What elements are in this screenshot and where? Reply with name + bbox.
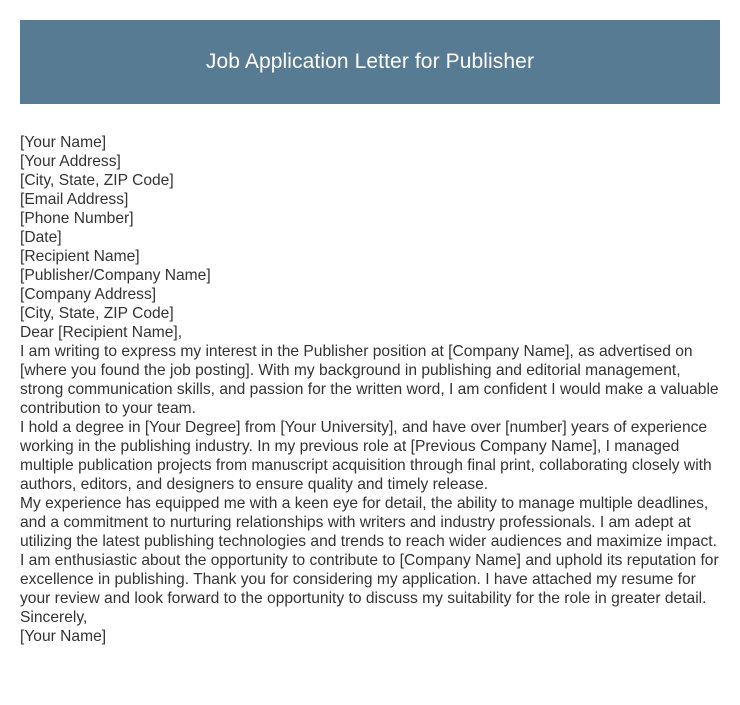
body-paragraph-1: I am writing to express my interest in the Publisher position at [Company Name], as advertised on [where you found the job posting]. With my background in publishing and editorial management, strong communication skills, and passion for the written word, I am confident I would make a valuable contribution to your team. — [20, 343, 719, 417]
closing-name: [Your Name] — [20, 628, 107, 645]
sender-address: [Your Address] — [20, 153, 121, 170]
letter-body — [20, 133, 720, 646]
page-title: Job Application Letter for Publisher — [205, 50, 535, 73]
recipient-address: [Company Address] — [20, 286, 157, 303]
body-paragraph-4: I am enthusiastic about the opportunity to contribute to [Company Name] and uphold its reputation for excellence in publishing. Thank you for considering my application. I have attached my resume for your review and look forward to the opportunity to discuss my suitability for the role in greater detail. — [20, 552, 719, 607]
sender-city-state-zip: [City, State, ZIP Code] — [20, 172, 174, 189]
recipient-company: [Publisher/Company Name] — [20, 267, 211, 284]
recipient-city-state-zip: [City, State, ZIP Code] — [20, 305, 174, 322]
closing-sign-off: Sincerely, — [20, 609, 88, 626]
letter-header-banner — [20, 20, 720, 104]
body-paragraph-3: My experience has equipped me with a keen eye for detail, the ability to manage multiple deadlines, and a commitment to nurturing relationships with writers and industry professionals. I am adept at utilizing the latest publishing technologies and trends to reach wider audiences and maximize impact. — [20, 495, 717, 550]
sender-email: [Email Address] — [20, 191, 129, 208]
recipient-name: [Recipient Name] — [20, 248, 140, 265]
sender-phone: [Phone Number] — [20, 210, 134, 227]
body-paragraph-2: I hold a degree in [Your Degree] from [Your University], and have over [number] years of experience working in the publishing industry. In my previous role at [Previous Company Name], I managed multiple publication projects from manuscript acquisition through final print, collaborating closely with authors, editors, and designers to ensure quality and timely release. — [20, 419, 712, 493]
sender-name: [Your Name] — [20, 134, 107, 151]
letter-date: [Date] — [20, 229, 62, 246]
salutation: Dear [Recipient Name], — [20, 324, 183, 341]
